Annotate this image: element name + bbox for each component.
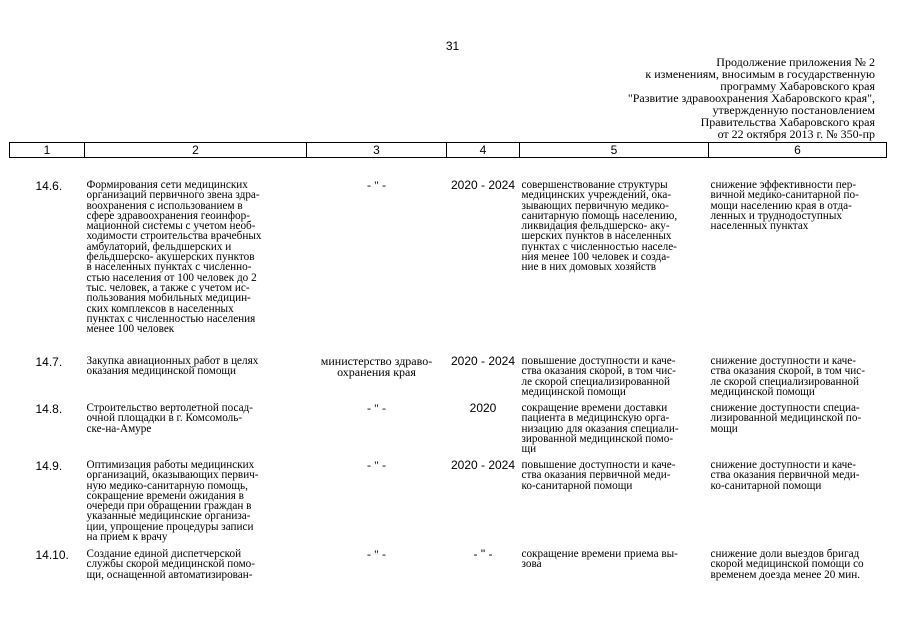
consequence-line: скорой медицинской помощи со: [710, 558, 864, 571]
executor: [307, 549, 447, 580]
measure-name-line: организаций, оказывающих первич-: [86, 469, 259, 482]
row-number: 14.8.: [35, 402, 63, 416]
expected-result-line: повышение доступности и каче-: [521, 459, 676, 471]
expected-result-line: ния менее 100 человек и созда-: [521, 251, 670, 264]
measures-table: [9, 142, 887, 580]
measure-name-line: очереди при обращении граждан в: [86, 500, 252, 513]
measure-name-line: очной площадки в г. Комсомоль-: [86, 412, 243, 425]
measure-name-line: ции, упрощение процедуры записи: [86, 520, 254, 533]
measure-name-line: организаций первичного звена здра-: [86, 189, 260, 202]
row-number: 14.10.: [35, 548, 69, 562]
column-header: 2: [85, 143, 307, 158]
executor-line: - " -: [367, 547, 386, 561]
executor: [307, 460, 447, 549]
period: 2020 - 2024: [450, 458, 516, 472]
expected-result-line: повышение доступности и каче-: [521, 355, 676, 367]
measure-name-line: сокращение времени ожидания в: [86, 489, 244, 502]
measure-name-line: щи, оснащенной автоматизирован-: [86, 568, 253, 581]
expected-result-line: сокращение времени доставки: [521, 402, 668, 414]
measure-name-line: указанные медицинские организа-: [86, 510, 251, 523]
consequence-line: снижение доли выездов бригад: [710, 548, 860, 560]
expected-result-line: медицинской помощи: [521, 385, 626, 398]
expected-result: [520, 356, 709, 403]
measure-name-line: Строительство вертолетной посад-: [86, 402, 253, 414]
consequence: [709, 158, 887, 357]
expected-result: [520, 158, 709, 357]
measure-name-line: ских комплексов в населенных: [86, 302, 234, 315]
measure-name-line: пользования мобильных медицин-: [86, 292, 251, 305]
appendix-line: "Развитие здравоохранения Хабаровского края",: [627, 91, 875, 105]
expected-result-line: ние в них домовых хозяйств: [521, 261, 657, 274]
consequence-line: мощи населению края в отда-: [710, 199, 852, 212]
appendix-line: Правительства Хабаровского края: [700, 115, 875, 129]
consequence-line: снижение эффективности пер-: [710, 179, 857, 191]
measure-name-line: мационной системы с учетом необ-: [86, 220, 256, 233]
expected-result-line: зированной медицинской помо-: [521, 432, 674, 445]
measure-name-line: тыс. человек, а также с учетом ис-: [86, 281, 250, 294]
column-header: 6: [709, 143, 887, 158]
expected-result: [520, 549, 709, 580]
measure-name-line: ходимости строительства врачебных: [86, 230, 262, 243]
measure-name-line: Создание единой диспетчерской: [86, 548, 242, 560]
measure-name-line: оказания медицинской помощи: [86, 365, 237, 378]
consequence-line: мощи: [710, 422, 738, 435]
column-header: 1: [10, 143, 85, 158]
column-header: 4: [447, 143, 520, 158]
measure-name: [85, 403, 307, 460]
appendix-line: от 22 октября 2013 г. № 350-пр: [717, 127, 875, 141]
expected-result: [520, 403, 709, 460]
period: 2020: [469, 401, 497, 415]
table-row: [10, 356, 887, 403]
consequence-line: ства оказания первичной меди-: [710, 469, 860, 482]
period: 2020 - 2024: [450, 178, 516, 192]
page-number: 31: [445, 39, 460, 53]
appendix-heading: [515, 56, 875, 140]
measure-name: [85, 356, 307, 403]
consequence-line: лизированной медицинской по-: [710, 412, 862, 425]
measure-name-line: Закупка авиационных работ в целях: [86, 355, 259, 367]
table-row: [10, 549, 887, 580]
table-header-row: [10, 143, 887, 158]
measure-name: [85, 460, 307, 549]
expected-result-line: медицинских учреждений, ока-: [521, 189, 672, 202]
measure-name-line: стью населения от 100 человек до 2: [86, 271, 257, 284]
expected-result-line: ле скорой специализированной: [521, 375, 671, 388]
expected-result-line: щи: [521, 443, 537, 456]
consequence-line: населенных пунктах: [710, 220, 809, 233]
measure-name-line: службы скорой медицинской помо-: [86, 558, 255, 571]
expected-result-line: зывающих первичную медико-: [521, 199, 669, 212]
consequence-line: снижение доступности и каче-: [710, 459, 856, 471]
measure-name-line: в населенных пунктах с численно-: [86, 261, 252, 274]
expected-result-line: пациента в медицинскую орга-: [521, 412, 670, 425]
measure-name-line: ске-на-Амуре: [86, 422, 152, 435]
measure-name-line: амбулаторий, фельдшерских и: [86, 240, 232, 253]
measure-name-line: Оптимизация работы медицинских: [86, 459, 255, 471]
expected-result-line: совершенствование структуры: [521, 179, 668, 191]
expected-result-line: сокращение времени приема вы-: [521, 548, 678, 560]
executor: [307, 403, 447, 460]
measure-name-line: сфере здравоохранения геоинфор-: [86, 209, 250, 222]
period: 2020 - 2024: [450, 354, 516, 368]
column-header: 3: [307, 143, 447, 158]
measure-name-line: на прием к врачу: [86, 531, 168, 544]
measure-name-line: менее 100 человек: [86, 323, 175, 336]
executor: [307, 158, 447, 357]
consequence-line: снижение доступности и каче-: [710, 355, 856, 367]
table-row: [10, 460, 887, 549]
expected-result-line: пунктах с численностью населе-: [521, 240, 677, 253]
measure-name-line: Формирования сети медицинских: [86, 179, 248, 191]
row-number: 14.7.: [35, 355, 63, 369]
consequence-line: ко-санитарной помощи: [710, 479, 822, 492]
consequence-line: ленных и труднодоступных: [710, 209, 842, 222]
expected-result-line: шерских пунктов в населенных: [521, 230, 672, 243]
expected-result-line: ства оказания первичной меди-: [521, 469, 671, 482]
measure-name-line: пунктах с численностью населения: [86, 312, 256, 325]
expected-result-line: ства оказания скорой, в том чис-: [521, 365, 676, 378]
consequence-line: вичной медико-санитарной по-: [710, 189, 859, 202]
consequence-line: ства оказания скорой, в том чис-: [710, 365, 865, 378]
consequence: [709, 549, 887, 580]
expected-result-line: ко-санитарной помощи: [521, 479, 633, 492]
consequence: [709, 403, 887, 460]
appendix-line: Продолжение приложения № 2: [716, 55, 875, 69]
executor-line: - " -: [367, 458, 386, 472]
row-number: 14.9.: [35, 459, 63, 473]
appendix-line: программу Хабаровского края: [720, 79, 875, 93]
consequence: [709, 356, 887, 403]
appendix-line: утвержденную постановлением: [712, 103, 875, 117]
table-row: [10, 158, 887, 357]
table-row: [10, 403, 887, 460]
consequence-line: медицинской помощи: [710, 385, 815, 398]
executor-line: - " -: [367, 401, 386, 415]
expected-result-line: санитарную помощь населению,: [521, 209, 678, 222]
period: - " -: [473, 547, 493, 561]
executor-line: охранения края: [337, 365, 416, 379]
expected-result-line: ликвидация фельдшерско- аку-: [521, 220, 670, 233]
consequence-line: временем доезда менее 20 мин.: [710, 568, 861, 581]
column-header: 5: [520, 143, 709, 158]
executor-line: - " -: [367, 178, 386, 192]
expected-result: [520, 460, 709, 549]
expected-result-line: низацию для оказания специали-: [521, 422, 679, 435]
measure-name-line: фельдшерско- акушерских пунктов: [86, 251, 255, 264]
measure-name: [85, 158, 307, 357]
row-number: 14.6.: [35, 179, 63, 193]
measure-name: [85, 549, 307, 580]
expected-result-line: зова: [521, 558, 542, 571]
appendix-line: к изменениям, вносимым в государственную: [645, 67, 875, 81]
consequence: [709, 460, 887, 549]
consequence-line: ле скорой специализированной: [710, 375, 860, 388]
measure-name-line: воохранения с использованием в: [86, 199, 243, 212]
measure-name-line: ную медико-санитарную помощь,: [86, 479, 248, 492]
consequence-line: снижение доступности специа-: [710, 402, 860, 414]
executor-line: министерство здраво-: [320, 354, 433, 368]
executor: [307, 356, 447, 403]
